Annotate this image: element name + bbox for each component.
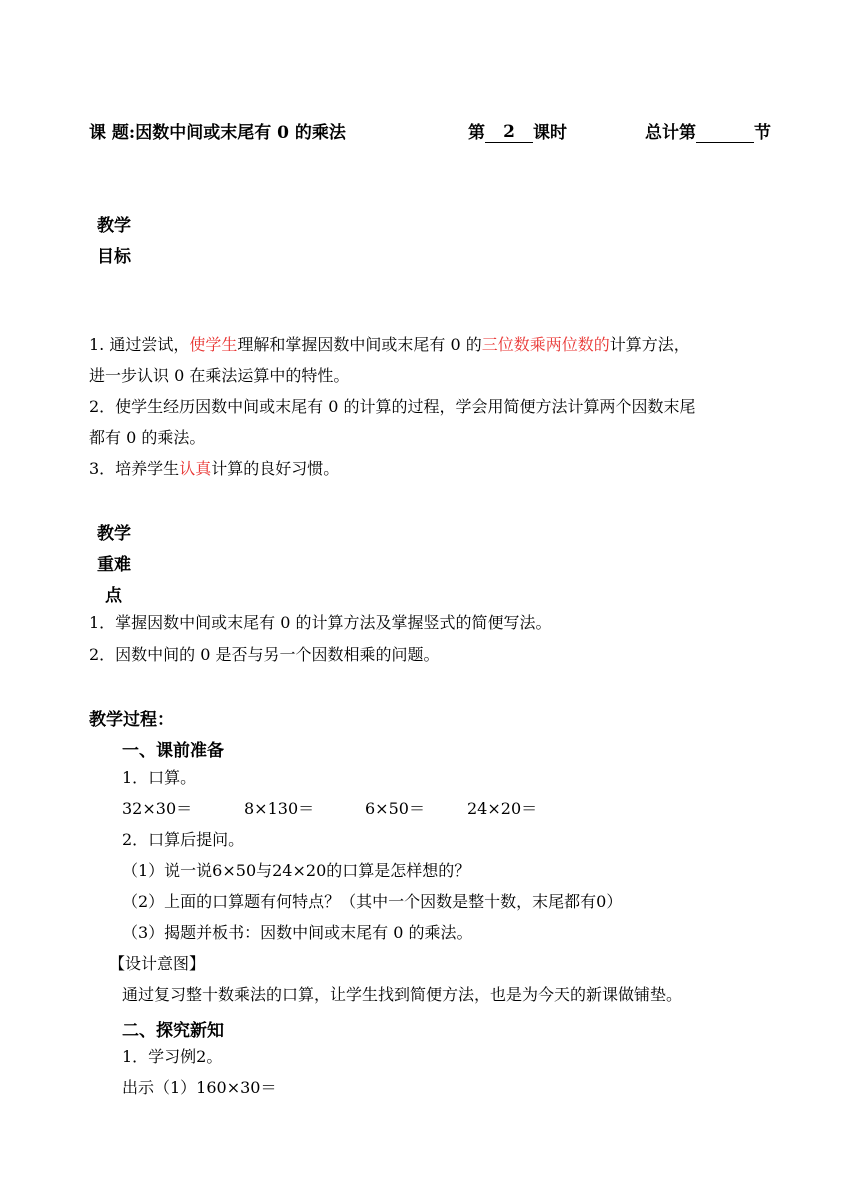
goal-item-1-text-b: 理解和掌握因数中间或末尾有 0 的 <box>237 335 482 354</box>
difficulties-label-line3: 点 <box>105 586 122 606</box>
calc-3: 6×50＝ <box>365 799 425 818</box>
process-section-2: 二、探究新知 <box>122 1021 224 1041</box>
goal-item-1-highlight-2: 三位数乘两位数的 <box>481 335 610 354</box>
difficulty-item-1: 1．掌握因数中间或末尾有 0 的计算方法及掌握竖式的简便写法。 <box>89 613 552 632</box>
lesson-number-field: 2 <box>485 122 533 143</box>
goal-item-3 <box>89 459 339 479</box>
goals-label-line2: 目标 <box>97 247 131 267</box>
calc-4: 24×20＝ <box>467 799 538 818</box>
goal-item-3-text-a: 3．培养学生 <box>89 459 180 478</box>
calc-2: 8×130＝ <box>244 799 315 818</box>
lesson-suffix: 课时 <box>533 123 567 143</box>
goal-item-1-text-a: 1. 通过尝试， <box>89 335 190 354</box>
design-intent-text: 通过复习整十数乘法的口算，让学生找到简便方法，也是为今天的新课做铺垫。 <box>122 985 683 1004</box>
calc-1: 32×30＝ <box>122 799 193 818</box>
course-title-line <box>89 118 346 143</box>
question-2: （2）上面的口算题有何特点？（其中一个因数是整十数，末尾都有0） <box>122 892 623 911</box>
process-s1-item1: 1．口算。 <box>122 768 197 787</box>
process-label: 教学过程： <box>89 710 174 730</box>
goal-item-1-highlight-1: 使学生 <box>189 335 238 354</box>
goal-item-1 <box>89 335 690 355</box>
process-section-1: 一、课前准备 <box>122 741 224 761</box>
goal-item-2: 2．使学生经历因数中间或末尾有 0 的计算的过程，学会用简便方法计算两个因数末尾 <box>89 397 696 416</box>
difficulties-label-line1: 教学 <box>97 524 131 544</box>
total-count-field <box>696 122 754 143</box>
course-prefix: 课 题: <box>89 123 136 143</box>
goal-item-2-line2: 都有 0 的乘法。 <box>89 428 206 447</box>
difficulties-label-line2: 重难 <box>97 555 131 575</box>
question-3: （3）揭题并板书：因数中间或末尾有 0 的乘法。 <box>122 923 473 942</box>
goal-item-1-line2: 进一步认识 0 在乘法运算中的特性。 <box>89 366 350 385</box>
course-title: 因数中间或末尾有 0 的乘法 <box>135 123 346 143</box>
lesson-prefix: 第 <box>468 123 485 143</box>
goal-item-3-highlight: 认真 <box>179 459 212 478</box>
process-s1-item2: 2．口算后提问。 <box>122 830 245 849</box>
goal-item-1-text-c: 计算方法， <box>609 335 690 354</box>
total-count-line <box>645 118 771 143</box>
goal-item-3-text-b: 计算的良好习惯。 <box>211 459 340 478</box>
total-suffix: 节 <box>754 123 771 143</box>
difficulty-item-2: 2．因数中间的 0 是否与另一个因数相乘的问题。 <box>89 645 440 664</box>
total-prefix: 总计第 <box>645 123 696 143</box>
question-1: （1）说一说6×50与24×20的口算是怎样想的？ <box>122 861 471 880</box>
design-intent-label: 【设计意图】 <box>109 954 206 973</box>
process-s2-show: 出示（1）160×30＝ <box>122 1078 277 1097</box>
process-s2-item1: 1．学习例2。 <box>122 1047 223 1066</box>
goals-label-line1: 教学 <box>97 216 131 236</box>
lesson-number-line <box>468 118 567 143</box>
